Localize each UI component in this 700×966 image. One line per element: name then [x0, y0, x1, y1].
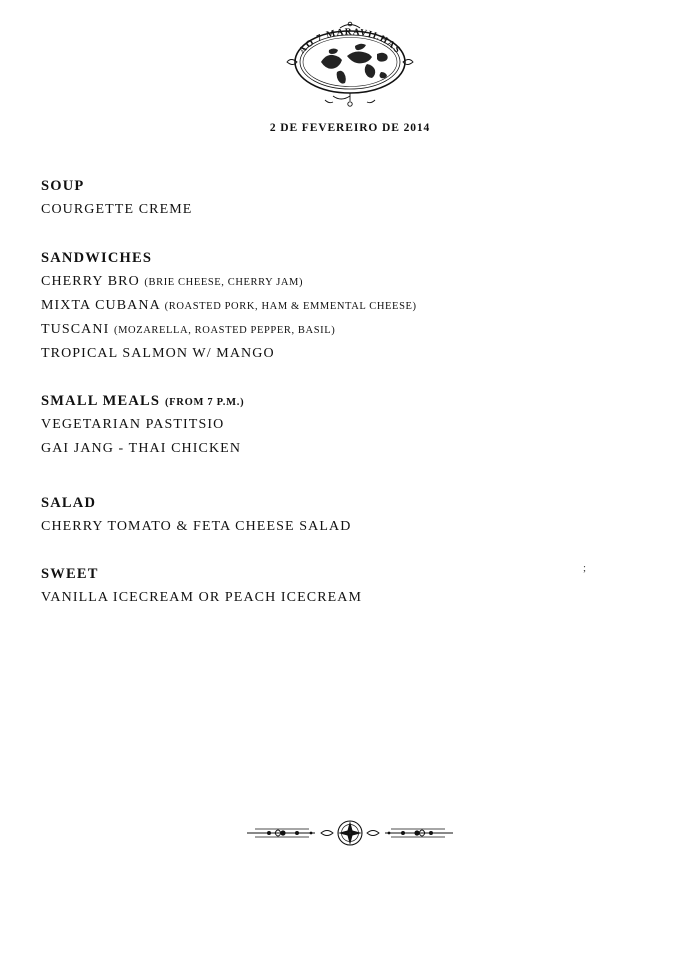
section-note: (FROM 7 P.M.): [164, 397, 245, 408]
menu-item-description: (BRIE CHEESE, CHERRY JAM): [144, 277, 304, 288]
section-title: SMALL MEALS: [41, 393, 161, 409]
menu-date: 2 DE FEVEREIRO DE 2014: [269, 122, 431, 134]
compass-rose-divider-ornament: [245, 818, 455, 848]
section-title: SALAD: [41, 495, 97, 511]
menu-item: [41, 519, 661, 535]
menu-item-name: TUSCANI: [41, 322, 110, 337]
menu-section-soup: [41, 178, 661, 218]
menu-item-name: TROPICAL SALMON W/ MANGO: [41, 346, 275, 361]
section-heading: [41, 566, 661, 583]
restaurant-logo: [285, 8, 415, 112]
menu-section-sweet: [41, 566, 661, 606]
menu-item-name: VANILLA ICECREAM OR PEACH ICECREAM: [41, 590, 363, 605]
menu-item: [41, 322, 661, 338]
menu-item: [41, 202, 661, 218]
menu-body: [41, 178, 661, 606]
menu-item-name: GAI JANG - THAI CHICKEN: [41, 441, 242, 456]
menu-item: [41, 274, 661, 290]
menu-section-salad: [41, 495, 661, 535]
menu-item-name: CHERRY TOMATO & FETA CHEESE SALAD: [41, 519, 352, 534]
stray-mark: ;: [583, 562, 587, 574]
menu-item-description: (MOZARELLA, ROASTED PEPPER, BASIL): [113, 325, 336, 336]
section-title: SWEET: [41, 566, 99, 582]
menu-item-description: (ROASTED PORK, HAM & EMMENTAL CHEESE): [164, 301, 417, 312]
svg-text:AO 7 MARAVILHAS: AO 7 MARAVILHAS: [297, 27, 403, 57]
section-heading: [41, 178, 661, 195]
menu-item: [41, 346, 661, 362]
menu-section-sandwiches: [41, 250, 661, 362]
logo-container: [0, 8, 700, 112]
menu-item-name: CHERRY BRO: [41, 274, 140, 289]
menu-item-name: VEGETARIAN PASTITSIO: [41, 417, 225, 432]
menu-item: [41, 298, 661, 314]
menu-item: [41, 441, 661, 457]
section-title: SANDWICHES: [41, 250, 153, 266]
section-heading: [41, 393, 661, 410]
menu-item: [41, 590, 661, 606]
world-map-oval-emblem: [285, 8, 415, 112]
menu-item: [41, 417, 661, 433]
menu-item-name: COURGETTE CREME: [41, 202, 193, 217]
section-heading: [41, 250, 661, 267]
footer-ornament-container: [0, 818, 700, 848]
section-title: SOUP: [41, 178, 85, 194]
menu-item-name: MIXTA CUBANA: [41, 298, 161, 313]
section-heading: [41, 495, 661, 512]
menu-section-small-meals: [41, 393, 661, 457]
